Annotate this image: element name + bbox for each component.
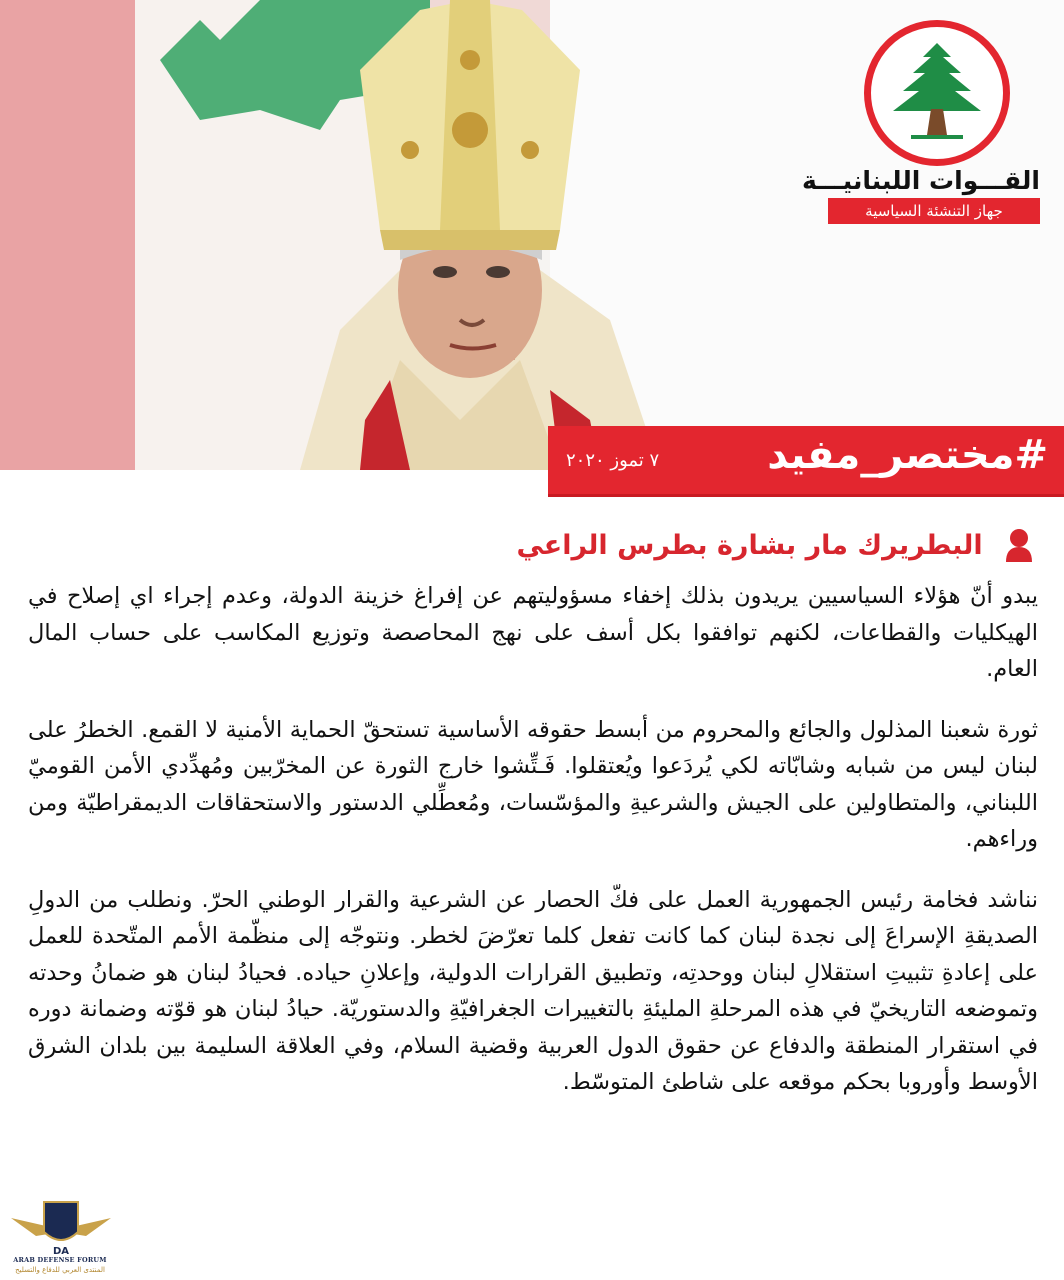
paragraph: يبدو أنّ هؤلاء السياسيين يريدون بذلك إخفاء مسؤوليتهم عن إفراغ خزينة الدولة، وعدم إجراء اي إصلاح في الهيكليات والقطاعات، لكنهم توافقوا بكل أسف على نهج المحاصصة وتوزيع المكاسب على حساب المال العام.: [28, 583, 1038, 682]
banner-date: ٧ تموز ٢٠٢٠: [566, 450, 660, 471]
watermark-title: ARAB DEFENSE FORUM: [13, 1256, 107, 1264]
speaker-name: البطريرك مار بشارة بطرس الراعي: [516, 529, 983, 561]
hashtag-banner: [548, 426, 1064, 497]
svg-text:DA: DA: [52, 1246, 70, 1257]
person-icon: [1006, 528, 1032, 562]
hero-photo: [0, 0, 1064, 470]
logo-badge: [864, 20, 1010, 166]
quote-body: [28, 578, 1038, 1125]
speaker-line: [332, 528, 1032, 562]
cedar-tree-icon: [885, 39, 989, 143]
patriarch-figure: [260, 0, 680, 470]
brand-name: القـــوات اللبنانيـــة: [801, 166, 1040, 195]
paragraph: ثورة شعبنا المذلول والجائع والمحروم من أبسط حقوقه الأساسية تستحقّ الحماية الأمنية لا القمع. الخطرُ على لبنان ليس من شبابه وشابّاته لكي يُردَعوا ويُعتقلوا. فَـتِّشوا خارج الثورة عن المخرّبين ومُهدِّدي الأمن القوميّ اللبناني، والمتطاولين على الجيش والشرعيةِ والمؤسّسات، ومُعطِّلي الدستور والاستحقاقات الديمقراطيّة ومن وراءهم.: [28, 716, 1038, 852]
hashtag-title: #مختصر_مفيد: [767, 432, 1048, 478]
flag-red-stripe: [0, 0, 135, 470]
brand-subtitle: جهاز التنشئة السياسية: [828, 198, 1040, 224]
paragraph: نناشد فخامة رئيس الجمهورية العمل على فكّ الحصار عن الشرعية والقرار الوطني الحرّ. ونطلب من الدولِ الصديقةِ الإسراعَ إلى نجدة لبنان كما كانت تفعل كلما تعرّضَ لخطر. ونتوجّه إلى منظّمة الأمم المتّحدة للعمل على إعادةِ تثبيتِ استقلالِ لبنان ووحدتِه، وتطبيق القرارات الدولية، وإعلانِ حياده. فحيادُ لبنان هو ضمانُ وحدته وتموضعه التاريخيّ في هذه المرحلةِ المليئةِ بالتغييرات الجغرافيّةِ والدستوريّة. حيادُ لبنان هو قوّته وضمانة دوره في استقرار المنطقة والدفاع عن حقوق الدول العربية وقضية السلام، وفي العلاقة السليمة بين بلدان الشرق الأوسط وأوروبا بحكم موقعه على شاطئ المتوسّط.: [28, 886, 1038, 1095]
watermark-subtitle: المنتدى العربي للدفاع والتسليح: [15, 1266, 105, 1274]
